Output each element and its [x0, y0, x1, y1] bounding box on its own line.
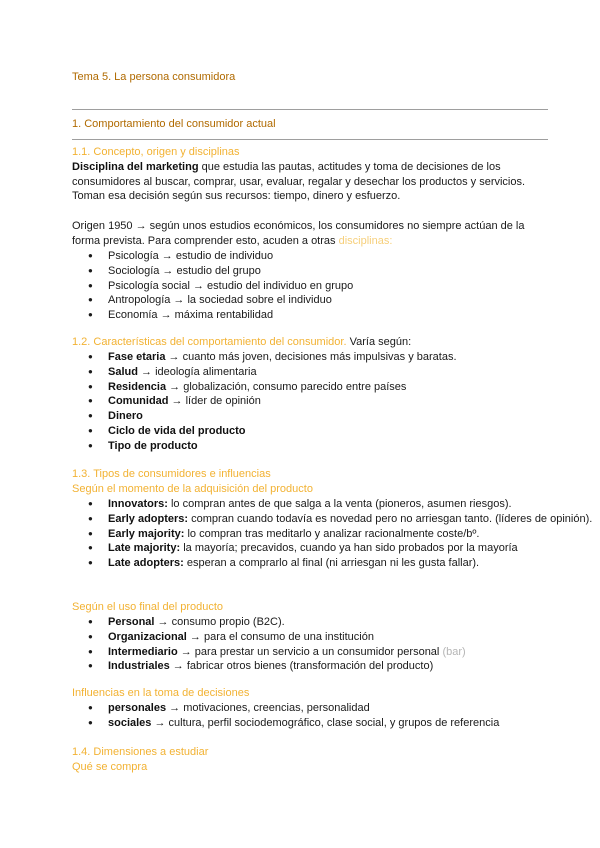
- list-item: [72, 716, 542, 731]
- subheading-final-use: Según el uso final del producto: [72, 601, 224, 613]
- section-1-heading: 1. Comportamiento del consumidor actual: [72, 118, 276, 130]
- divider-top: [72, 109, 548, 110]
- list-item: [72, 394, 542, 409]
- item-text: compran cuando todavía es novedad pero no arriesgan tanto. (líderes de opinión).: [188, 512, 593, 525]
- item-text: → para el consumo de una institución: [186, 630, 374, 643]
- item-bold: Organizacional: [108, 630, 187, 643]
- item-text: la mayoría; precavidos, cuando ya han sido probados por la mayoría: [180, 542, 518, 555]
- item-text: esperan a comprarlo al final (ni arriesgan ni les gusta fallar).: [183, 557, 480, 570]
- section-1-4-heading: 1.4. Dimensiones a estudiar: [72, 746, 209, 758]
- list-item: ● Sociología → estudio del grupo: [72, 264, 542, 279]
- section-1-2-tail: Varía según:: [346, 336, 412, 348]
- item-text: → cultura, perfil sociodemográfico, clase social, y grupos de referencia: [151, 716, 500, 729]
- origin-paragraph: [72, 219, 542, 248]
- list-item: [72, 527, 542, 542]
- list-item: [72, 424, 542, 439]
- consumer-types-list: [72, 497, 593, 571]
- item-bold: Intermediario: [108, 645, 178, 658]
- item-text: → cuanto más joven, decisiones más impulsivas y baratas.: [165, 351, 457, 363]
- item-bold: Salud: [108, 365, 138, 378]
- item-bold: personales: [108, 702, 167, 714]
- item-bold: Tipo de producto: [108, 439, 198, 452]
- item-bold: Late adopters:: [108, 557, 184, 570]
- item-bold: Comunidad: [108, 395, 169, 408]
- final-use-list: [72, 615, 542, 674]
- section-1-1-heading: 1.1. Concepto, origen y disciplinas: [72, 146, 240, 158]
- list-item: [72, 630, 542, 645]
- item-text: → para prestar un servicio a un consumidor personal: [177, 645, 443, 658]
- list-item: [72, 350, 542, 365]
- list-item: [72, 701, 542, 716]
- item-text: → ideología alimentaria: [137, 365, 257, 378]
- item-bold: Late majority:: [108, 542, 181, 555]
- list-item: ● Antropología → la sociedad sobre el individuo: [72, 293, 542, 308]
- item-bold: Early majority:: [108, 527, 185, 540]
- item-text: → motivaciones, creencias, personalidad: [166, 702, 370, 714]
- list-item: [72, 365, 542, 380]
- item-text: → fabricar otros bienes (transformación del producto): [169, 660, 434, 673]
- list-item: ● Psicología social → estudio del individuo en grupo: [72, 279, 542, 294]
- list-item: [72, 615, 542, 630]
- list-item: [72, 380, 542, 395]
- item-bold: Ciclo de vida del producto: [108, 424, 246, 437]
- item-text: → líder de opinión: [168, 395, 261, 408]
- item-bold: Innovators:: [108, 498, 168, 510]
- list-item: [72, 409, 542, 424]
- section-1-2-line: [72, 335, 411, 350]
- item-bold: Fase etaria: [108, 351, 166, 363]
- characteristics-list: [72, 350, 542, 454]
- list-item: [72, 659, 542, 674]
- item-bold: Residencia: [108, 380, 167, 393]
- item-bold: sociales: [108, 716, 152, 729]
- list-item: [72, 439, 542, 454]
- document-title: Tema 5. La persona consumidora: [72, 71, 236, 83]
- list-item: [72, 497, 542, 512]
- subheading-moment: Según el momento de la adquisición del producto: [72, 483, 313, 495]
- list-item: ● Economía → máxima rentabilidad: [72, 308, 542, 323]
- list-item: [72, 512, 593, 527]
- item-faint-note: (bar): [442, 645, 466, 658]
- influences-list: [72, 701, 542, 731]
- origin-tail: disciplinas:: [338, 234, 393, 247]
- definition-paragraph: [72, 160, 542, 204]
- list-item: [72, 556, 542, 571]
- item-bold: Early adopters:: [108, 512, 189, 525]
- definition-bold: Disciplina del marketing: [72, 161, 199, 173]
- item-bold: Industriales: [108, 660, 170, 673]
- definition-text: que estudia las pautas, actitudes y toma de decisiones de los consumidores al buscar, comprar, usar, evaluar, regalar y desechar los productos y servicios. Toman esa decisión según sus recursos: tiempo, dinero y esfuerzo.: [72, 161, 526, 202]
- section-1-3-heading: 1.3. Tipos de consumidores e influencias: [72, 468, 271, 480]
- list-item: [72, 645, 542, 660]
- divider-bottom: [72, 139, 548, 140]
- item-text: lo compran tras meditarlo y analizar racionalmente coste/bº.: [184, 527, 480, 540]
- section-1-2-heading: 1.2. Características del comportamiento del consumidor.: [72, 336, 347, 348]
- list-item: ● Psicología → estudio de individuo: [72, 249, 542, 264]
- subheading-influences: Influencias en la toma de decisiones: [72, 687, 250, 699]
- list-item: [72, 541, 542, 556]
- item-text: → globalización, consumo parecido entre países: [166, 380, 407, 393]
- disciplines-list: [72, 249, 542, 323]
- item-bold: Personal: [108, 616, 155, 628]
- subheading-what: Qué se compra: [72, 761, 148, 773]
- origin-text: Origen 1950 → según unos estudios económicos, los consumidores no siempre actúan de la forma prevista. Para comprender esto, acuden a otras: [72, 220, 525, 247]
- item-text: lo compran antes de que salga a la venta (pioneros, asumen riesgos).: [167, 498, 512, 510]
- item-text: → consumo propio (B2C).: [154, 616, 285, 628]
- item-bold: Dinero: [108, 410, 143, 423]
